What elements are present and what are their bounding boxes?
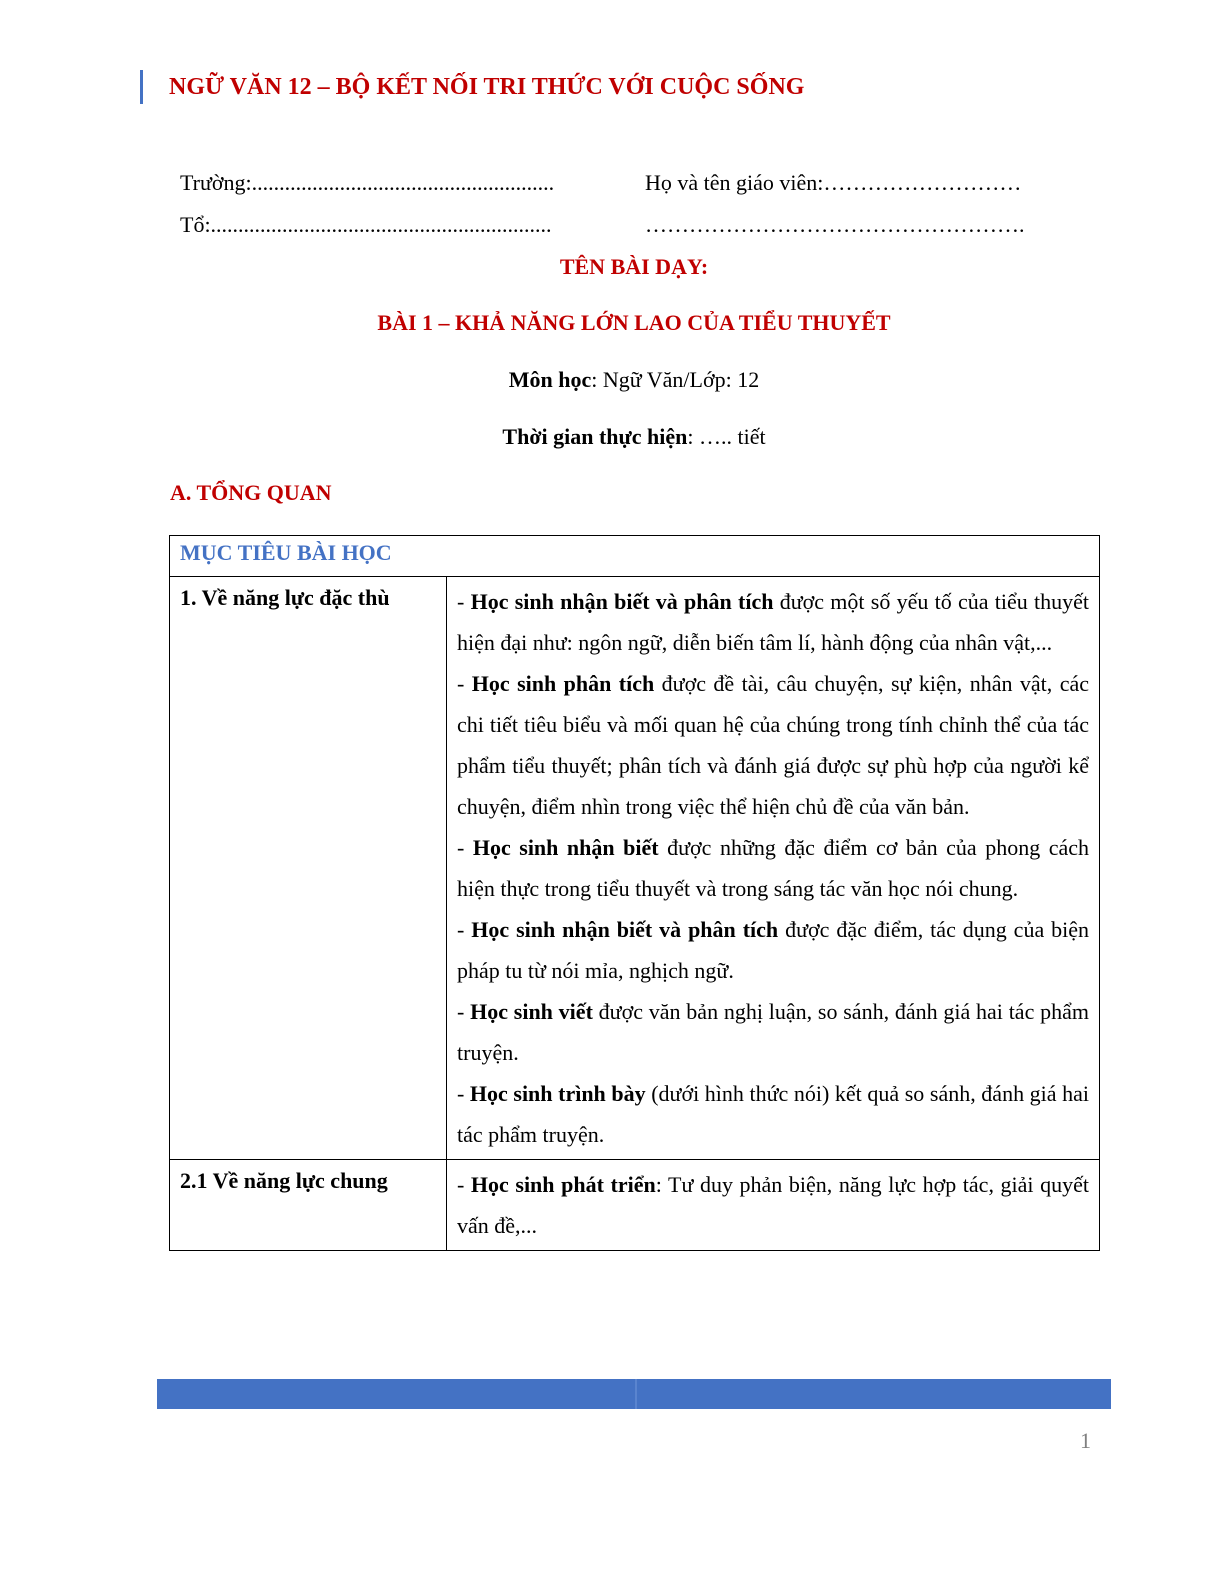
item-bold: Học sinh nhận biết [472,835,659,860]
table-heading-row [170,536,1100,577]
item-bold: Học sinh nhận biết và phân tích [470,589,774,614]
list-item: - Học sinh phát triển: Tư duy phản biện, năng lực hợp tác, giải quyết vấn đề,... [457,1172,1089,1238]
time-label: Thời gian thực hiện [502,424,688,449]
subject-label: Môn học [508,367,592,392]
list-item: - Học sinh trình bày (dưới hình thức nói) kết quả so sánh, đánh giá hai tác phẩm truyện. [457,1081,1089,1147]
list-item: - Học sinh nhận biết và phân tích được đặc điểm, tác dụng của biện pháp tu từ nói mỉa, nghịch ngữ. [457,917,1090,983]
row-content [447,1160,1100,1251]
item-text: được đặc điểm, tác dụng của biện pháp tu từ nói mỉa, nghịch ngữ. [457,917,1090,983]
teacher-field: Họ và tên giáo viên:……………………… [645,170,1022,195]
group-field: Tổ:.............................................................. [180,212,552,237]
list-item: - Học sinh nhận biết và phân tích được một số yếu tố của tiểu thuyết hiện đại như: ngôn ngữ, diễn biến tâm lí, hành động của nhân vật,... [457,589,1090,655]
school-field: Trường:....................................................... [180,170,555,195]
header-title: NGỮ VĂN 12 – BỘ KẾT NỐI TRI THỨC VỚI CUỘC SỐNG [169,73,805,100]
item-text: được những đặc điểm cơ bản của phong cách hiện thực trong tiểu thuyết và trong sáng tác văn học nói chung. [457,835,1090,901]
item-text: được một số yếu tố của tiểu thuyết hiện đại như: ngôn ngữ, diễn biến tâm lí, hành động của nhân vật,... [457,589,1090,655]
time-value: : ….. tiết [687,424,766,449]
item-text: : Tư duy phản biện, năng lực hợp tác, giải quyết vấn đề,... [457,1172,1089,1238]
teacher-field-continuation: ……………………………………………. [645,212,1025,237]
item-text: được đề tài, câu chuyện, sự kiện, nhân vật, các chi tiết tiêu biểu và mối quan hệ của chúng trong tính chỉnh thể của tác phẩm tiểu thuyết; phân tích và đánh giá được sự phù hợp của người kể chuyện, điểm nhìn trong việc thể hiện chủ đề của văn bản. [457,671,1089,819]
table-heading: MỤC TIÊU BÀI HỌC [170,536,1100,577]
row-label: 1. Về năng lực đặc thù [170,577,447,1160]
page-number: 1 [1080,1428,1091,1453]
row-label: 2.1 Về năng lực chung [170,1160,447,1251]
item-text: được văn bản nghị luận, so sánh, đánh giá hai tác phẩm truyện. [457,999,1089,1065]
table-row [170,577,1100,1160]
item-bold: Học sinh phân tích [471,671,655,696]
item-bold: Học sinh viết [470,999,593,1024]
lesson-label: TÊN BÀI DẠY: [559,254,709,279]
subject-value: : Ngữ Văn/Lớp: 12 [591,367,760,392]
footer-bar-seam [635,1379,637,1409]
list-item: - Học sinh phân tích được đề tài, câu chuyện, sự kiện, nhân vật, các chi tiết tiêu biểu và mối quan hệ của chúng trong tính chỉnh thể của tác phẩm tiểu thuyết; phân tích và đánh giá được sự phù hợp của người kể chuyện, điểm nhìn trong việc thể hiện chủ đề của văn bản. [457,671,1089,819]
time-line [0,424,1224,450]
row-content [447,577,1100,1160]
page-header [140,70,804,104]
footer-bar [157,1379,1111,1409]
objectives-table [169,535,1100,1251]
item-text: (dưới hình thức nói) kết quả so sánh, đánh giá hai tác phẩm truyện. [457,1081,1089,1147]
list-item: - Học sinh nhận biết được những đặc điểm cơ bản của phong cách hiện thực trong tiểu thuyết và trong sáng tác văn học nói chung. [457,835,1090,901]
item-bold: Học sinh trình bày [469,1081,646,1106]
lesson-title: BÀI 1 – KHẢ NĂNG LỚN LAO CỦA TIỂU THUYẾT [377,310,891,335]
item-bold: Học sinh phát triển [470,1172,656,1197]
list-item: - Học sinh viết được văn bản nghị luận, so sánh, đánh giá hai tác phẩm truyện. [457,999,1089,1065]
item-bold: Học sinh nhận biết và phân tích [471,917,779,942]
section-heading: A. TỔNG QUAN [170,480,332,505]
table-row [170,1160,1100,1251]
subject-line [0,367,1224,393]
